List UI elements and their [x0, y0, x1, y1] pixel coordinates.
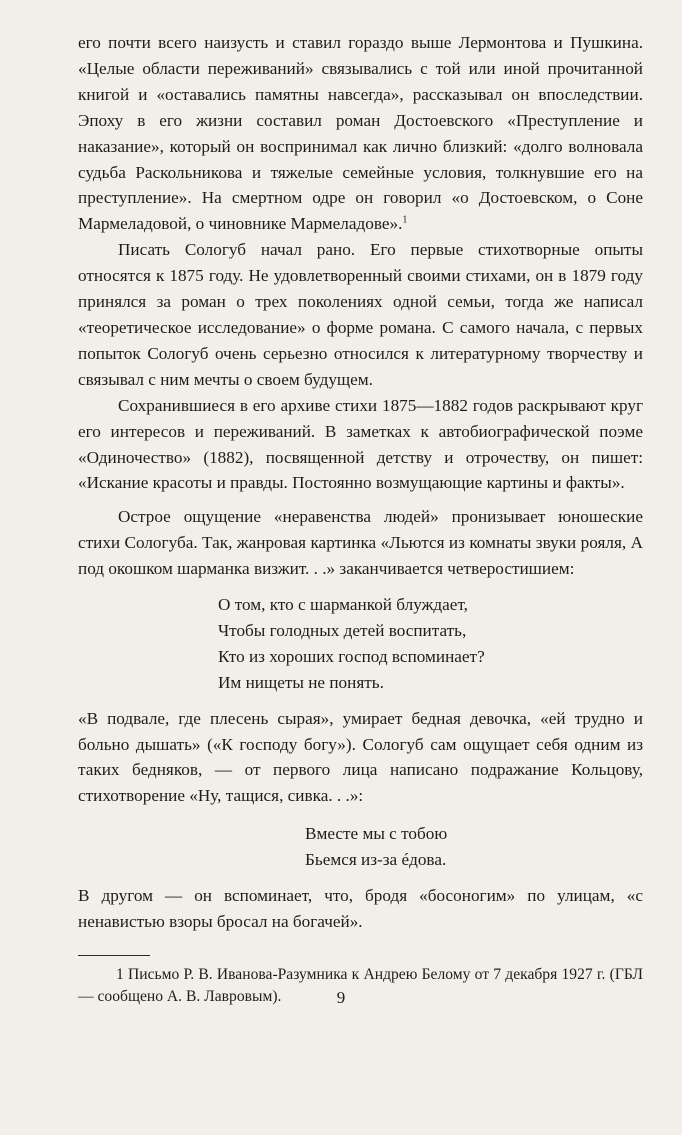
page-number: 9 — [336, 988, 346, 1007]
footnote-marker: 1 — [116, 965, 124, 983]
verse-line: О том, кто с шарманкой блуждает, — [218, 595, 468, 615]
paragraph-4: Острое ощущение «неравенства людей» пронизывает юношеские стихи Сологуба. Так, жанровая картинка «Льются из комнаты звуки рояля, А под окошком шарманка визжит. . .» заканчивается четверостишием: — [78, 507, 643, 579]
verse-line: Бьемся из-за éдова. — [305, 850, 447, 870]
verse-line: Им нищеты не понять. — [218, 672, 384, 692]
verse-line: Кто из хороших господ вспоминает? — [218, 646, 485, 666]
paragraph-3: Сохранившиеся в его архиве стихи 1875—1882 годов раскрывают круг его интересов и переживаний. В заметках к автобиографической поэме «Одиночество» (1882), посвященной детству и отрочеству, он пишет: «Искание красоты и правды. Постоянно возмущающие картины и факты». — [78, 395, 643, 493]
verse-couplet — [78, 821, 643, 873]
verse-line: Вместе мы с тобою — [305, 824, 448, 844]
paragraph-2: Писать Сологуб начал рано. Его первые стихотворные опыты относятся к 1875 году. Не удовлетворенный своими стихами, он в 1879 году принялся за роман о трех поколениях одной семьи, тогда же написал «теоретическое исследование» о форме романа. С самого начала, с первых попыток Сологуб очень серьезно относился к литературному творчеству и связывал с ним мечты о своем будущем. — [78, 240, 643, 389]
footnote-ref: 1 — [402, 214, 408, 226]
paragraph-6: В другом — он вспоминает, что, бродя «босоногим» по улицам, «с ненавистью взоры бросал на богачей». — [78, 886, 643, 931]
footnote-separator — [78, 955, 150, 956]
paragraph-1: его почти всего наизусть и ставил гораздо выше Лермонтова и Пушкина. «Целые области переживаний» связывались с той или иной прочитанной книгой и «оставались памятны навсегда», рассказывал он впоследствии. Эпоху в его жизни составил роман Достоевского «Преступление и наказание», который он воспринимал как лично близкий: «долго волновала судьба Раскольникова и тяжелые семейные условия, толкнувшие его на преступление». На смертном одре он говорил «о Достоевском, о Соне Мармеладовой, о чиновнике Мармеладове».$^1$ — [78, 33, 643, 234]
verse-line: Чтобы голодных детей воспитать, — [218, 620, 467, 640]
verse-quatrain — [78, 592, 643, 696]
paragraph-5: «В подвале, где плесень сырая», умирает бедная девочка, «ей трудно и больно дышать» («К господу богу»). Сологуб сам ощущает себя одним из таких бедняков, — от первого лица написано подражание Кольцову, стихотворение «Ну, тащися, сивка. . .»: — [78, 708, 643, 806]
page-body — [78, 30, 643, 1008]
footnote-text: Письмо Р. В. Иванова-Разумника к Андрею Белому от 7 декабря 1927 г. (ГБЛ — сообщено А. В. Лавровым). — [78, 965, 643, 1005]
